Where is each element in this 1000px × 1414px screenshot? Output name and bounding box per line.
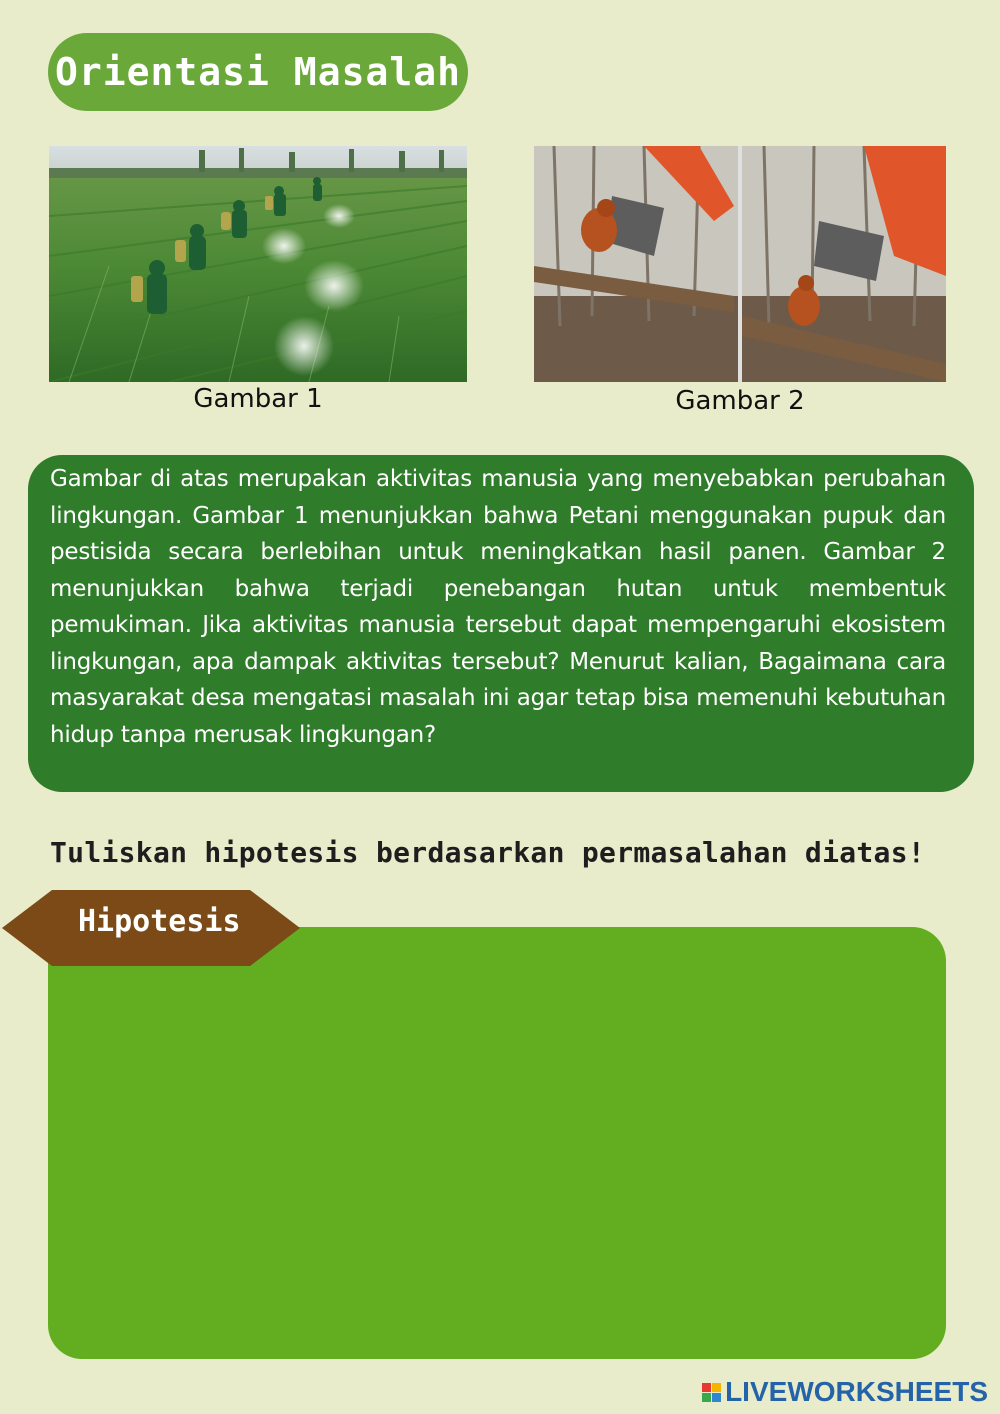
liveworksheets-logo: [702, 1376, 988, 1408]
problem-description-box: [28, 455, 974, 792]
instruction-heading: Tuliskan hipotesis berdasarkan permasalahan diatas!: [50, 836, 926, 869]
page-title-pill: [48, 33, 468, 111]
orangutan-excavator-deforestation-image: [534, 146, 946, 382]
hypothesis-label: Hipotesis: [78, 904, 241, 939]
hypothesis-label-tag: [2, 890, 300, 966]
page-title: Orientasi Masalah: [55, 50, 461, 94]
liveworksheets-logo-icon: [702, 1383, 721, 1402]
figure-2-caption: Gambar 2: [675, 386, 805, 416]
figure-1-caption: Gambar 1: [193, 384, 323, 414]
problem-description-text: Gambar di atas merupakan aktivitas manusia yang menyebabkan perubahan lingkungan. Gambar 1 menunjukkan bahwa Petani menggunakan pupuk dan pestisida secara berlebihan untuk meningkatkan hasil panen. Gambar 2 menunjukkan bahwa terjadi penebangan hutan untuk membentuk pemukiman. Jika aktivitas manusia tersebut dapat mempengaruhi ekosistem lingkungan, apa dampak aktivitas tersebut? Menurut kalian, Bagaimana cara masyarakat desa mengatasi masalah ini agar tetap bisa memenuhi kebutuhan hidup tanpa merusak lingkungan?: [50, 466, 946, 748]
liveworksheets-brand-text: LIVEWORKSHEETS: [725, 1376, 988, 1407]
rice-field-farmers-spraying-image: [49, 146, 467, 382]
hypothesis-answer-box[interactable]: [48, 927, 946, 1359]
